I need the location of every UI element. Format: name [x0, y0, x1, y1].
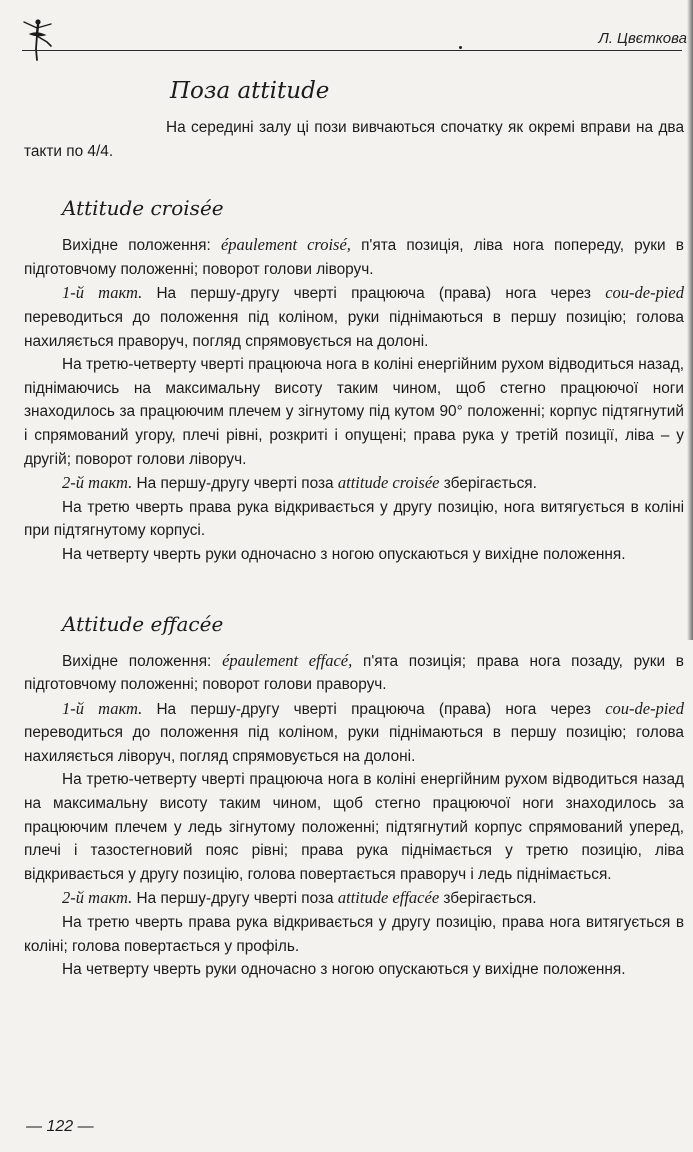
paragraph: На третю чверть права рука відкривається у другу позицію, нога витягується в коліні при підтягнутому корпусі.: [24, 498, 684, 540]
running-header-author: Л. Цвєткова: [598, 30, 687, 47]
paragraph: На третю-четверту чверті працююча нога в коліні енергійним рухом відводиться назад, піднімаючись на максимальну висоту таким чином, щоб стегно працюючої ноги знаходилось за працюючим плечем у зігнутому під кутом 90° положенні; корпус підтягнутий і спрямований угору, плечі рівні, розкриті і опущені; права рука у третій позиції, ліва – у другій; поворот голови ліворуч.: [24, 356, 684, 468]
paragraph: На третю чверть права рука відкривається у другу позицію, права нога витягується в коліні; голова повертається у профіль.: [24, 914, 684, 955]
paragraph: 1-й такт. На першу-другу чверті працююча (права) нога через cou-de-pied переводиться до положення під коліном, руки піднімаються в першу позицію; голова нахиляється ліворуч, погляд спрямовується на долоні.: [24, 698, 684, 765]
page-content: [24, 74, 684, 982]
paragraph: 2-й такт. На першу-другу чверті поза attitude effacée зберігається.: [62, 888, 537, 908]
paragraph: 1-й такт. На першу-другу чверті працююча (права) нога через cou-de-pied переводиться до положення під коліном, руки піднімаються в першу позицію; голова нахиляється праворуч, погляд спрямовується на долоні.: [24, 283, 684, 350]
paragraph: Вихідне положення: épaulement croisé, п'ята позиція, ліва нога попереду, руки в підготовчому положенні; поворот голови ліворуч.: [24, 235, 684, 278]
page-title: Поза attitude: [170, 78, 330, 104]
section-gap: [24, 567, 684, 609]
paragraph: Вихідне положення: épaulement effacé, п'ята позиція; права нога позаду, руки в підготовчому положенні; поворот голови праворуч.: [24, 650, 684, 694]
section-heading-effacee: Attitude effacée: [62, 611, 224, 636]
paragraph: На четверту чверть руки одночасно з ногою опускаються у вихідне положення.: [62, 961, 626, 979]
paragraph: На третю-четверту чверті працююча нога в коліні енергійним рухом відводиться назад на максимальну висоту таким чином, щоб стегно працюючої ноги знаходилось за працюючим плечем у ледь зігнутому положенні; підтягнутий корпус спрямований уперед, плечі і тазостегновий пояс рівні; права рука піднімається у третю позицію, ліва відкривається у другу позицію, голова повертається праворуч і ледь піднімається.: [24, 771, 684, 883]
header-rule: [22, 50, 682, 51]
paragraph: 2-й такт. На першу-другу чверті поза attitude croisée зберігається.: [62, 473, 537, 493]
header-dot: [459, 46, 462, 49]
page-edge-shadow: [687, 0, 693, 640]
page-number: — 122 —: [26, 1118, 94, 1135]
ballerina-icon: [18, 16, 54, 62]
paragraph: На четверту чверть руки одночасно з ногою опускаються у вихідне положення.: [62, 545, 626, 563]
intro-paragraph: На середині залу ці пози вивчаються спочатку як окремі вправи на два такти по 4/4.: [24, 119, 684, 160]
section-heading-croisee: Attitude croisée: [62, 196, 224, 221]
